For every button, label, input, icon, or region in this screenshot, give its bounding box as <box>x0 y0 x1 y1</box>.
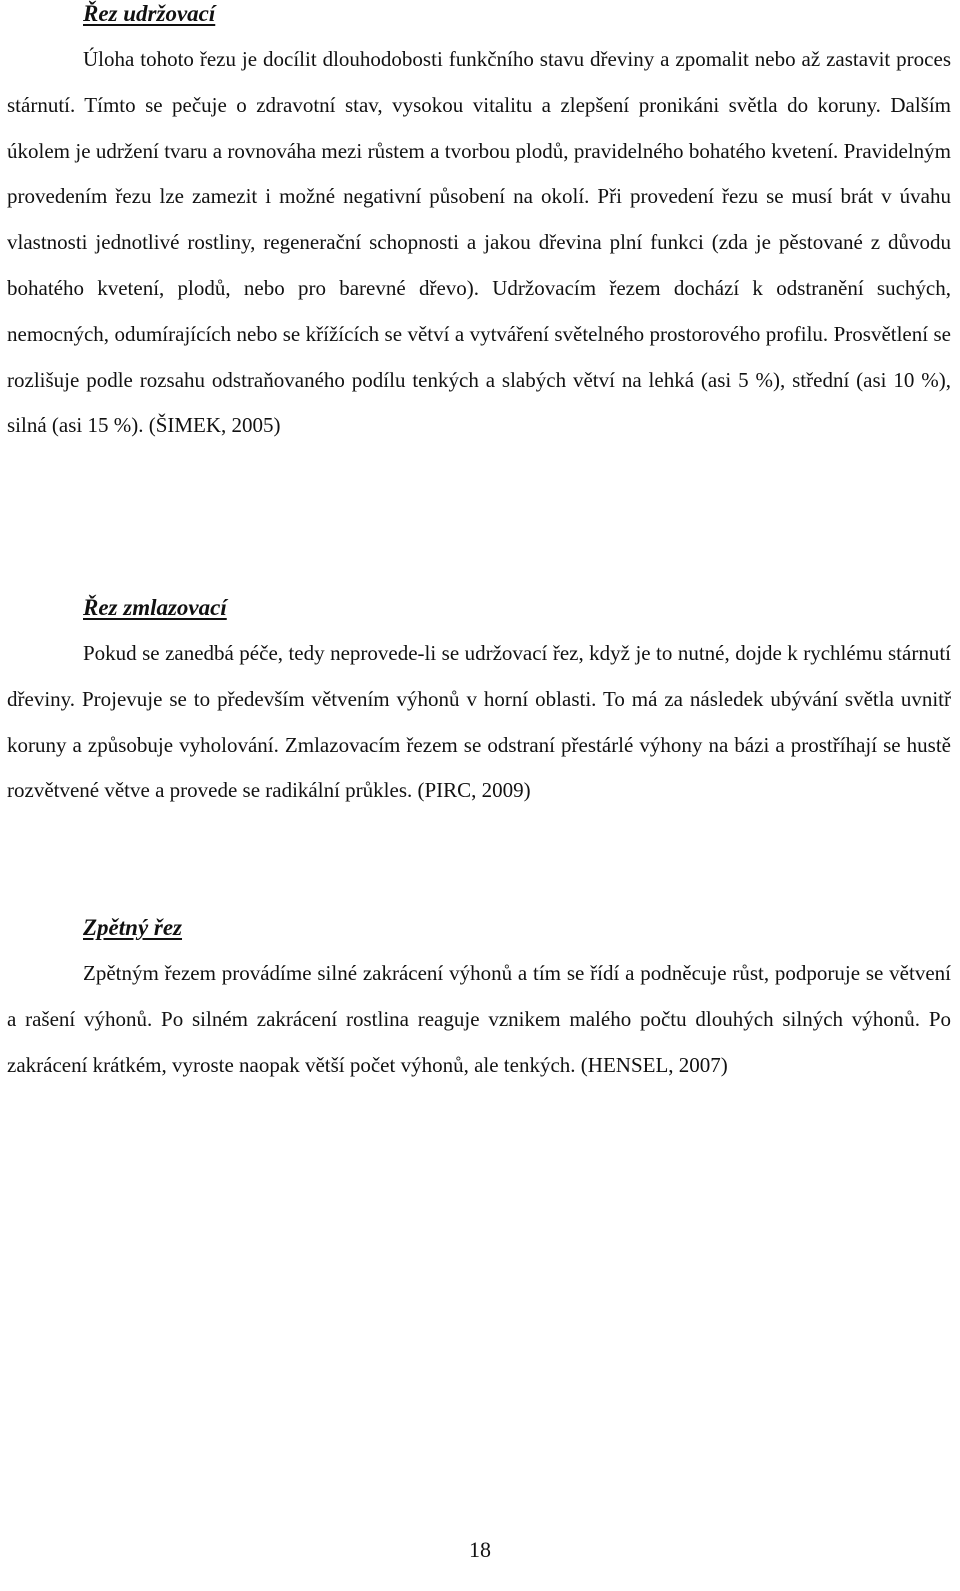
section-heading: Řez zmlazovací <box>83 595 227 620</box>
section-paragraph: Pokud se zanedbá péče, tedy neprovede-li se udržovací řez, když je to nutné, dojde k rychlému stárnutí dřeviny. Projevuje se to především větvením výhonů v horní oblasti. To má za následek ubývání světla uvnitř koruny a způsobuje vyholování. Zmlazovacím řezem se odstraní přestárlé výhony na bázi a prostříhají se hustě rozvětvené větve a provede se radikální průkles. (PIRC, 2009) <box>7 641 951 803</box>
section-paragraph: Zpětným řezem provádíme silné zakrácení výhonů a tím se řídí a podněcuje růst, podporuje se větvení a rašení výhonů. Po silném zakrácení rostlina reaguje vznikem malého počtu dlouhých silných výhonů. Po zakrácení krátkém, vyroste naopak větší počet výhonů, ale tenkých. (HENSEL, 2007) <box>7 961 951 1077</box>
section-rez-zmlazovaci <box>7 585 951 814</box>
section-heading: Řez udržovací <box>83 1 216 26</box>
section-zpetny-rez <box>7 905 951 1088</box>
section-rez-udrzovaci <box>7 0 951 449</box>
section-heading: Zpětný řez <box>83 915 183 940</box>
section-paragraph: Úloha tohoto řezu je docílit dlouhodobosti funkčního stavu dřeviny a zpomalit nebo až zastavit proces stárnutí. Tímto se pečuje o zdravotní stav, vysokou vitalitu a zlepšení pronikáni světla do koruny. Dalším úkolem je udržení tvaru a rovnováha mezi růstem a tvorbou plodů, pravidelného bohatého kvetení. Pravidelným provedením řezu lze zamezit i možné negativní působení na okolí. Při provedení řezu se musí brát v úvahu vlastnosti jednotlivé rostliny, regenerační schopnosti a jakou dřevina plní funkci (zda je pěstované z důvodu bohatého kvetení, plodů, nebo pro barevné dřevo). Udržovacím řezem dochází k odstranění suchých, nemocných, odumírajících nebo se křížících se větví a vytváření světelného prostorového profilu. Prosvětlení se rozlišuje podle rozsahu odstraňovaného podílu tenkých a slabých větví na lehká (asi 5 %), střední (asi 10 %), silná (asi 15 %). (ŠIMEK, 2005) <box>7 47 951 438</box>
page-number: 18 <box>469 1537 491 1562</box>
